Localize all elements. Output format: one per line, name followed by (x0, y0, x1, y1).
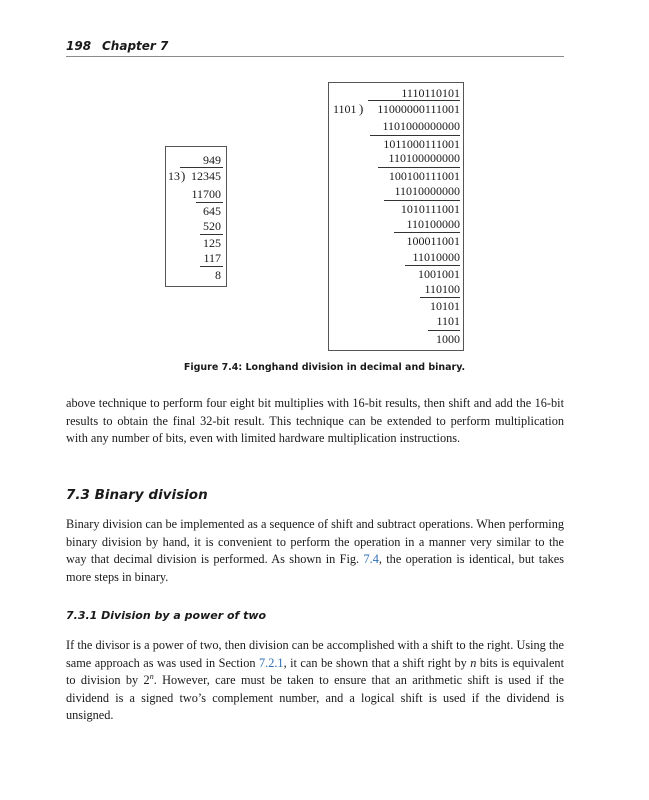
binary-remainder: 1000 (436, 332, 460, 346)
binary-step: 110100 (424, 282, 460, 296)
paragraph-3 (66, 637, 564, 725)
page-number: 198 (66, 39, 92, 53)
binary-rule (370, 135, 460, 136)
subsection-title: 7.3.1 Division by a power of two (66, 609, 267, 622)
paragraph-2 (66, 516, 564, 586)
decimal-remainder: 8 (215, 268, 221, 282)
binary-step: 1101000000000 (382, 119, 460, 133)
variable-n: n (470, 655, 477, 670)
binary-step: 1010111001 (400, 202, 460, 216)
paragraph-3-text: . However, care must be taken to ensure that an arithmetic shift is used if the dividend is a signed two’s complement number, and a logical shift is used if the dividend is unsigned. (66, 673, 564, 723)
binary-rule (420, 297, 460, 298)
binary-step: 1011000111001 (383, 137, 460, 151)
decimal-divisor: 13 (168, 169, 180, 183)
decimal-step: 11700 (191, 187, 221, 201)
decimal-quotient-bar (180, 167, 223, 168)
figure-7-4 (0, 0, 649, 380)
binary-step: 110100000 (406, 217, 460, 231)
paragraph-2-text: , the operation is identical, but takes more steps in binary. (66, 552, 564, 584)
decimal-division-bracket: ) (181, 168, 186, 183)
binary-divisor: 1101 (333, 102, 357, 116)
paragraph-2-text: Binary division can be implemented as a sequence of shift and subtract operations. When performing binary division by hand, it is convenient to perform the operation in a manner very similar to the way that decimal division is performed. As shown in Fig. (66, 517, 564, 567)
binary-quotient-bar (368, 100, 460, 101)
binary-step: 100100111001 (388, 169, 460, 183)
binary-division-bracket: ) (359, 101, 364, 116)
paragraph-3-text: , it can be shown that a shift right by (283, 655, 471, 670)
decimal-quotient: 949 (203, 153, 221, 167)
binary-rule (378, 167, 460, 168)
figure-link[interactable]: 7.4 (363, 552, 379, 567)
paragraph-3-text: bits is equivalent to division by 2 (66, 655, 564, 688)
binary-step: 11010000 (412, 250, 460, 264)
binary-step: 11010000000 (394, 184, 460, 198)
binary-step: 100011001 (406, 234, 460, 248)
decimal-rule (200, 266, 223, 267)
binary-step: 1101 (436, 314, 460, 328)
decimal-step: 520 (203, 219, 221, 233)
section-link[interactable]: 7.2.1 (258, 655, 284, 670)
decimal-rule (200, 234, 223, 235)
binary-rule (405, 265, 460, 266)
decimal-rule (196, 202, 223, 203)
section-title: 7.3 Binary division (66, 487, 208, 503)
decimal-step: 125 (203, 236, 221, 250)
binary-step: 1001001 (418, 267, 460, 281)
exponent-n: n (149, 672, 154, 682)
binary-step: 10101 (430, 299, 460, 313)
decimal-dividend: 12345 (191, 169, 221, 183)
binary-rule (384, 200, 460, 201)
binary-rule (428, 330, 460, 331)
binary-quotient: 1110110101 (401, 86, 460, 100)
binary-rule (394, 232, 460, 233)
chapter-label: Chapter 7 (102, 39, 169, 53)
binary-step: 110100000000 (388, 151, 460, 165)
decimal-step: 117 (203, 251, 221, 265)
binary-dividend: 11000000111001 (377, 102, 460, 116)
paragraph-3-text: If the divisor is a power of two, then division can be accomplished with a shift to the right. Using the same approach as was used in Section (66, 638, 564, 670)
figure-caption: Figure 7.4: Longhand division in decimal and binary. (183, 362, 466, 373)
paragraph-1: above technique to perform four eight bit multiplies with 16-bit results, then shift and add the 16-bit results to obtain the final 32-bit result. This technique can be extended to perform multiplication with any number of bits, even with limited hardware multiplication instructions. (66, 396, 564, 446)
decimal-step: 645 (203, 204, 221, 218)
